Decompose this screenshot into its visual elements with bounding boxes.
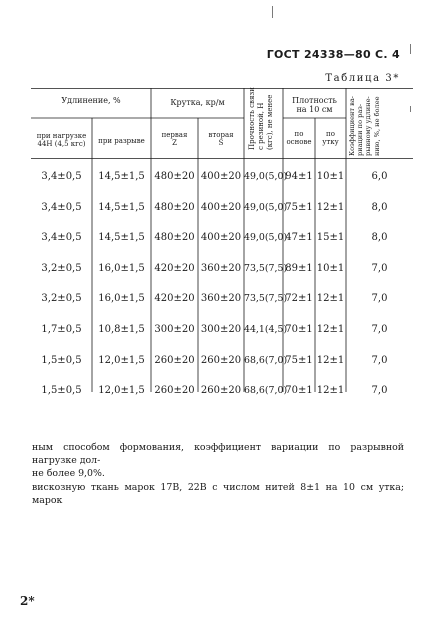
cell-elongation-break: 12,0±1,5: [98, 385, 145, 397]
cell-bond-strength: 49,0(5,0): [244, 201, 288, 213]
cell-variation: 7,0: [371, 385, 388, 397]
header-density: Плотность на 10 см: [292, 96, 337, 115]
header-twist: Крутка, кр/м: [170, 98, 225, 107]
page-number: 2*: [20, 594, 35, 608]
cell-twist-second: 400±20: [200, 232, 242, 244]
cell-bond-strength: 68,6(7,0): [244, 354, 288, 366]
cell-twist-first: 480±20: [154, 232, 195, 244]
cell-elongation-break: 14,5±1,5: [98, 171, 145, 182]
cell-variation: 6,0: [371, 171, 388, 182]
paragraph-2: вискозную ткань марок 17В, 22В с числом нитей 8±1 на 10 см утка; марок: [32, 482, 404, 506]
cell-elongation-break: 10,8±1,5: [98, 324, 145, 335]
cell-twist-second: 360±20: [200, 293, 242, 305]
header-density-warp: по основе: [286, 130, 312, 147]
cell-elongation-load: 1,7±0,5: [41, 324, 82, 335]
header-twist-first: первая Z: [161, 131, 188, 148]
header-elongation-load: при нагрузке 44Н (4,5 кгс): [36, 132, 87, 149]
cell-variation: 7,0: [371, 262, 388, 274]
cell-elongation-break: 12,0±1,5: [98, 354, 145, 366]
cell-density-warp: 47±1: [285, 232, 313, 244]
cell-bond-strength: 49,0(5,0): [244, 171, 288, 182]
cell-twist-first: 260±20: [154, 354, 195, 366]
cell-bond-strength: 73,5(7,5): [244, 293, 288, 305]
cell-twist-second: 260±20: [200, 354, 242, 366]
scan-mark: [410, 44, 411, 54]
scan-mark: [272, 6, 273, 18]
cell-density-warp: 70±1: [285, 324, 313, 335]
cell-bond-strength: 44,1(4,5): [244, 324, 288, 335]
cell-density-weft: 12±1: [316, 354, 345, 366]
data-table: [31, 87, 413, 397]
cell-bond-strength: 73,5(7,5): [244, 262, 288, 274]
cell-density-warp: 89±1: [285, 262, 313, 274]
cell-density-warp: 94±1: [285, 171, 313, 182]
cell-density-warp: 70±1: [285, 385, 313, 397]
cell-bond-strength: 68,6(7,0): [244, 385, 288, 397]
cell-elongation-load: 3,4±0,5: [41, 201, 82, 213]
cell-variation: 8,0: [371, 232, 388, 244]
cell-twist-second: 300±20: [200, 324, 242, 335]
cell-twist-first: 260±20: [154, 385, 195, 397]
cell-variation: 8,0: [371, 201, 388, 213]
cell-elongation-break: 14,5±1,5: [98, 201, 145, 213]
header-elongation: Удлинение, %: [61, 96, 121, 105]
cell-elongation-load: 1,5±0,5: [41, 385, 82, 397]
cell-bond-strength: 49,0(5,0): [244, 232, 288, 244]
header-twist-second: вторая S: [208, 131, 234, 148]
cell-density-warp: 72±1: [285, 293, 313, 305]
cell-variation: 7,0: [371, 354, 388, 366]
header-elongation-break: при разрыве: [98, 137, 145, 145]
cell-density-weft: 12±1: [316, 293, 345, 305]
cell-twist-first: 300±20: [154, 324, 195, 335]
cell-density-weft: 12±1: [316, 201, 345, 213]
cell-density-weft: 10±1: [316, 171, 345, 182]
cell-twist-second: 400±20: [200, 171, 242, 182]
cell-elongation-load: 3,2±0,5: [41, 293, 82, 305]
cell-density-weft: 15±1: [316, 232, 345, 244]
cell-density-warp: 75±1: [285, 201, 313, 213]
cell-density-warp: 75±1: [285, 354, 313, 366]
table-caption: Таблица 3*: [325, 73, 400, 84]
cell-elongation-break: 16,0±1,5: [98, 293, 145, 305]
cell-density-weft: 10±1: [316, 262, 345, 274]
cell-twist-first: 420±20: [154, 293, 195, 305]
cell-twist-first: 420±20: [154, 262, 195, 274]
page-header: ГОСТ 24338—80 С. 4: [266, 48, 400, 61]
cell-elongation-break: 14,5±1,5: [98, 232, 145, 244]
cell-variation: 7,0: [371, 293, 388, 305]
cell-variation: 7,0: [371, 324, 388, 335]
cell-elongation-break: 16,0±1,5: [98, 262, 145, 274]
cell-density-weft: 12±1: [316, 324, 345, 335]
paragraph-1: ным способом формования, коэффициент вариации по разрывной нагрузке дол- не более 9,0%.: [32, 442, 404, 479]
cell-elongation-load: 3,2±0,5: [41, 262, 82, 274]
header-variation: Коэффициент ва- риации по раз- рывному удлине- нию, %, не более: [348, 95, 381, 156]
cell-twist-first: 480±20: [154, 171, 195, 182]
cell-density-weft: 12±1: [316, 385, 345, 397]
cell-twist-first: 480±20: [154, 201, 195, 213]
cell-elongation-load: 3,4±0,5: [41, 232, 82, 244]
cell-twist-second: 260±20: [200, 385, 242, 397]
cell-elongation-load: 3,4±0,5: [41, 171, 82, 182]
scan-mark: [410, 106, 411, 112]
header-bond-strength: Прочность связи с резиной, Н (кгс), не менее: [248, 87, 274, 150]
header-density-weft: по утку: [322, 130, 339, 147]
cell-twist-second: 400±20: [200, 201, 242, 213]
cell-elongation-load: 1,5±0,5: [41, 354, 82, 366]
cell-twist-second: 360±20: [200, 262, 242, 274]
